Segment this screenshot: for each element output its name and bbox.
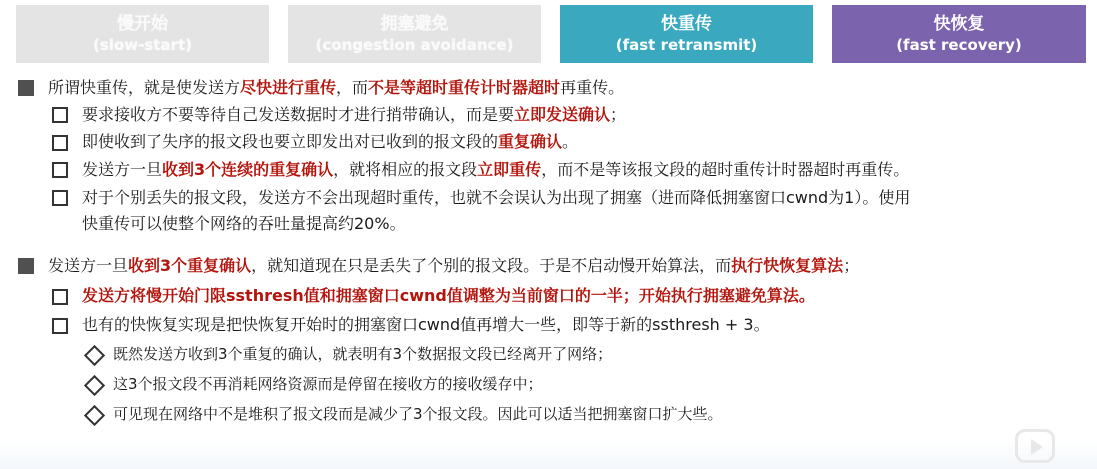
section2-item-2 (82, 314, 770, 336)
highlight-text: 执行快恢复算法 (731, 256, 844, 275)
text: ，而 (336, 78, 369, 97)
text: ，就知道现在只是丢失了个别的报文段。于是不启动慢开始算法，而 (251, 256, 732, 275)
highlight-text: 收到3个连续的重复确认 (162, 160, 334, 179)
diamond-bullet-icon (84, 345, 105, 366)
section2-item-1 (82, 285, 815, 307)
diamond-bullet-icon (84, 405, 105, 426)
section1-item-4-continued (82, 213, 406, 235)
tab-congestion-avoidance[interactable] (288, 5, 541, 63)
highlight-text: 发送方将慢开始门限ssthresh值和拥塞窗口cwnd值调整为当前窗口的一半；开始执行拥塞避免算法。 (82, 286, 815, 305)
highlight-text: 不是等超时重传计时器超时 (368, 78, 561, 97)
empty-square-bullet-icon (52, 107, 68, 123)
text: 要求接收方不要等待自己发送数据时才进行捎带确认，而是要 (82, 105, 515, 124)
algorithm-tabs (16, 5, 1086, 63)
filled-square-bullet-icon (18, 80, 34, 96)
tab-fast-retransmit[interactable] (560, 5, 813, 63)
highlight-text: 重复确认 (498, 132, 563, 151)
text: ，而不是等该报文段的超时重传计时器超时再重传。 (541, 160, 910, 179)
empty-square-bullet-icon (52, 135, 68, 151)
empty-square-bullet-icon (52, 289, 68, 305)
tab-fast-recovery[interactable] (832, 5, 1086, 63)
filled-square-bullet-icon (18, 258, 34, 274)
text: 可见现在网络中不是堆积了报文段而是减少了3个报文段。因此可以适当把拥塞窗口扩大些。 (113, 405, 723, 423)
tab-slow-start[interactable] (16, 5, 269, 63)
highlight-text: 立即发送确认 (514, 105, 611, 124)
empty-square-bullet-icon (52, 190, 68, 206)
tab-subtitle: (congestion avoidance) (315, 36, 514, 54)
section2-subitem-3 (113, 403, 723, 425)
empty-square-bullet-icon (52, 318, 68, 334)
diamond-bullet-icon (84, 375, 105, 396)
tab-title: 快重传 (661, 14, 712, 34)
section1-item-2 (82, 131, 578, 153)
section2-subitem-1 (113, 343, 612, 365)
text: 发送方一旦 (82, 160, 163, 179)
text: 发送方一旦 (48, 256, 129, 275)
tab-title: 快恢复 (933, 14, 985, 34)
text: ，就将相应的报文段 (333, 160, 478, 179)
tab-subtitle: (fast retransmit) (615, 36, 758, 54)
text: 即使收到了失序的报文段也要立即发出对已收到的报文段的 (82, 132, 499, 151)
text: 也有的快恢复实现是把快恢复开始时的拥塞窗口cwnd值再增大一些，即等于新的ssthresh + 3。 (82, 315, 770, 334)
background-decoration (0, 439, 1097, 469)
highlight-text: 收到3个重复确认 (128, 256, 252, 275)
empty-square-bullet-icon (52, 162, 68, 178)
text: 对于个别丢失的报文段，发送方不会出现超时重传，也就不会误认为出现了拥塞（进而降低拥塞窗口cwnd为1）。使用 (82, 188, 911, 207)
text: ； (843, 256, 860, 275)
tab-subtitle: (slow-start) (93, 36, 192, 54)
section1-item-1 (82, 104, 626, 126)
highlight-text: 立即重传 (477, 160, 542, 179)
bilibili-tv-icon (1015, 429, 1055, 463)
tab-title: 拥塞避免 (380, 14, 449, 34)
section2-heading (48, 255, 859, 277)
section1-item-4 (82, 187, 910, 209)
play-icon (1031, 439, 1043, 455)
text: 这3个报文段不再消耗网络资源而是停留在接收方的接收缓存中； (113, 375, 543, 393)
tab-subtitle: (fast recovery) (896, 36, 1022, 54)
tab-title: 慢开始 (117, 14, 168, 34)
text: 再重传。 (560, 78, 625, 97)
section2-subitem-2 (113, 373, 543, 395)
text: 所谓快重传，就是使发送方 (48, 78, 241, 97)
highlight-text: 尽快进行重传 (240, 78, 337, 97)
text: 既然发送方收到3个重复的确认，就表明有3个数据报文段已经离开了网络； (113, 345, 613, 363)
text: 。 (562, 132, 579, 151)
section1-heading (48, 77, 624, 99)
text: ； (610, 105, 627, 124)
section1-item-3 (82, 159, 909, 181)
text: 快重传可以使整个网络的吞吐量提高约20%。 (82, 214, 406, 233)
